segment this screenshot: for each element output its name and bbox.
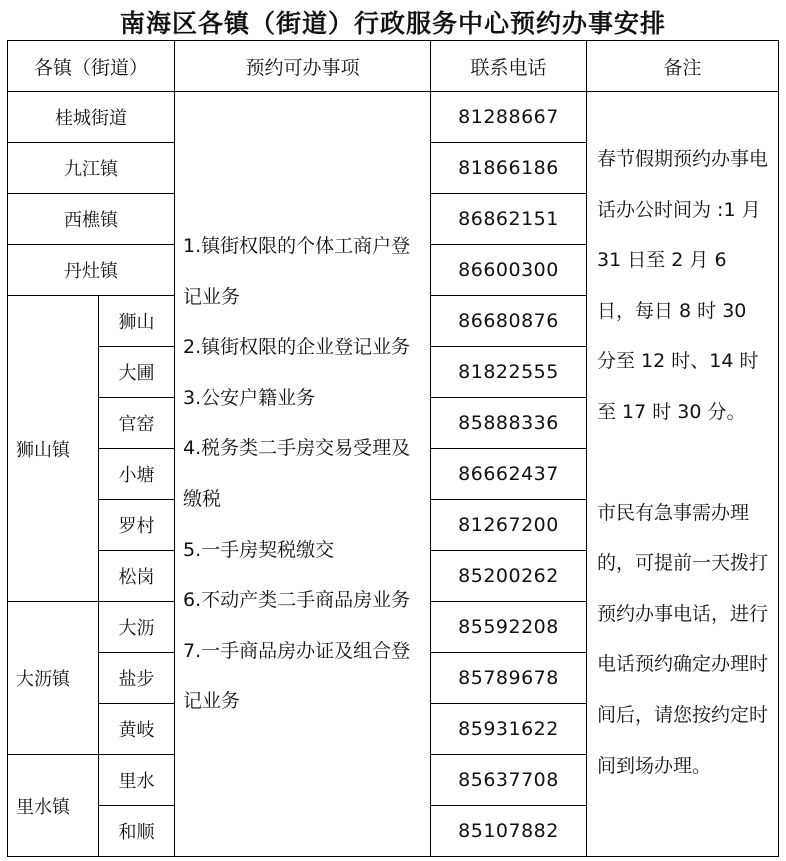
header-town: 各镇（街道） <box>8 41 175 92</box>
phone-number: 86680876 <box>431 296 587 347</box>
sub-district: 松岗 <box>99 551 175 602</box>
town-name: 里水镇 <box>8 755 99 857</box>
phone-number: 81267200 <box>431 500 587 551</box>
header-services: 预约可办事项 <box>175 41 431 92</box>
phone-number: 86862151 <box>431 194 587 245</box>
table-row <box>8 92 779 143</box>
town-name: 丹灶镇 <box>8 245 175 296</box>
phone-number: 85931622 <box>431 704 587 755</box>
page-title: 南海区各镇（街道）行政服务中心预约办事安排 <box>119 9 666 38</box>
phone-number: 81288667 <box>431 92 587 143</box>
schedule-table <box>7 40 779 857</box>
town-name: 大沥镇 <box>8 602 99 755</box>
sub-district: 和顺 <box>99 806 175 857</box>
town-name: 狮山镇 <box>8 296 99 602</box>
phone-number: 85592208 <box>431 602 587 653</box>
header-row <box>8 41 779 92</box>
phone-number: 81822555 <box>431 347 587 398</box>
services-list <box>175 92 431 857</box>
phone-number: 86662437 <box>431 449 587 500</box>
phone-number: 85200262 <box>431 551 587 602</box>
phone-number: 85888336 <box>431 398 587 449</box>
sub-district: 狮山 <box>99 296 175 347</box>
service-item: 4.税务类二手房交易受理及缴税 <box>183 437 411 510</box>
sub-district: 小塘 <box>99 449 175 500</box>
service-item: 5.一手房契税缴交 <box>183 538 335 561</box>
town-name: 西樵镇 <box>8 194 175 245</box>
service-item: 3.公安户籍业务 <box>183 386 316 409</box>
sub-district: 大沥 <box>99 602 175 653</box>
phone-number: 86600300 <box>431 245 587 296</box>
phone-number: 85637708 <box>431 755 587 806</box>
phone-number: 81866186 <box>431 143 587 194</box>
service-item: 7.一手商品房办证及组合登记业务 <box>183 639 411 713</box>
note-urgent: 市民有急事需办理的，可提前一天拨打预约办事电话，进行电话预约确定办理时间后，请您按约定时间到场办理。 <box>597 501 769 777</box>
service-item: 6.不动产类二手商品房业务 <box>183 589 411 612</box>
sub-district: 盐步 <box>99 653 175 704</box>
service-item: 1.镇街权限的个体工商户登记业务 <box>183 235 411 308</box>
sub-district: 罗村 <box>99 500 175 551</box>
sub-district: 官窑 <box>99 398 175 449</box>
phone-number: 85107882 <box>431 806 587 857</box>
sub-district: 大圃 <box>99 347 175 398</box>
notes-cell <box>587 92 779 857</box>
header-phone: 联系电话 <box>431 41 587 92</box>
town-name: 桂城街道 <box>8 92 175 143</box>
town-name: 九江镇 <box>8 143 175 194</box>
note-hours: 春节假期预约办事电话办公时间为 :1 月 31 日至 2 月 6 日，每日 8 时 30 分至 12 时、14 时至 17 时 30 分。 <box>597 148 769 423</box>
header-notes: 备注 <box>587 41 779 92</box>
service-item: 2.镇街权限的企业登记业务 <box>183 336 411 359</box>
phone-number: 85789678 <box>431 653 587 704</box>
sub-district: 里水 <box>99 755 175 806</box>
sub-district: 黄岐 <box>99 704 175 755</box>
